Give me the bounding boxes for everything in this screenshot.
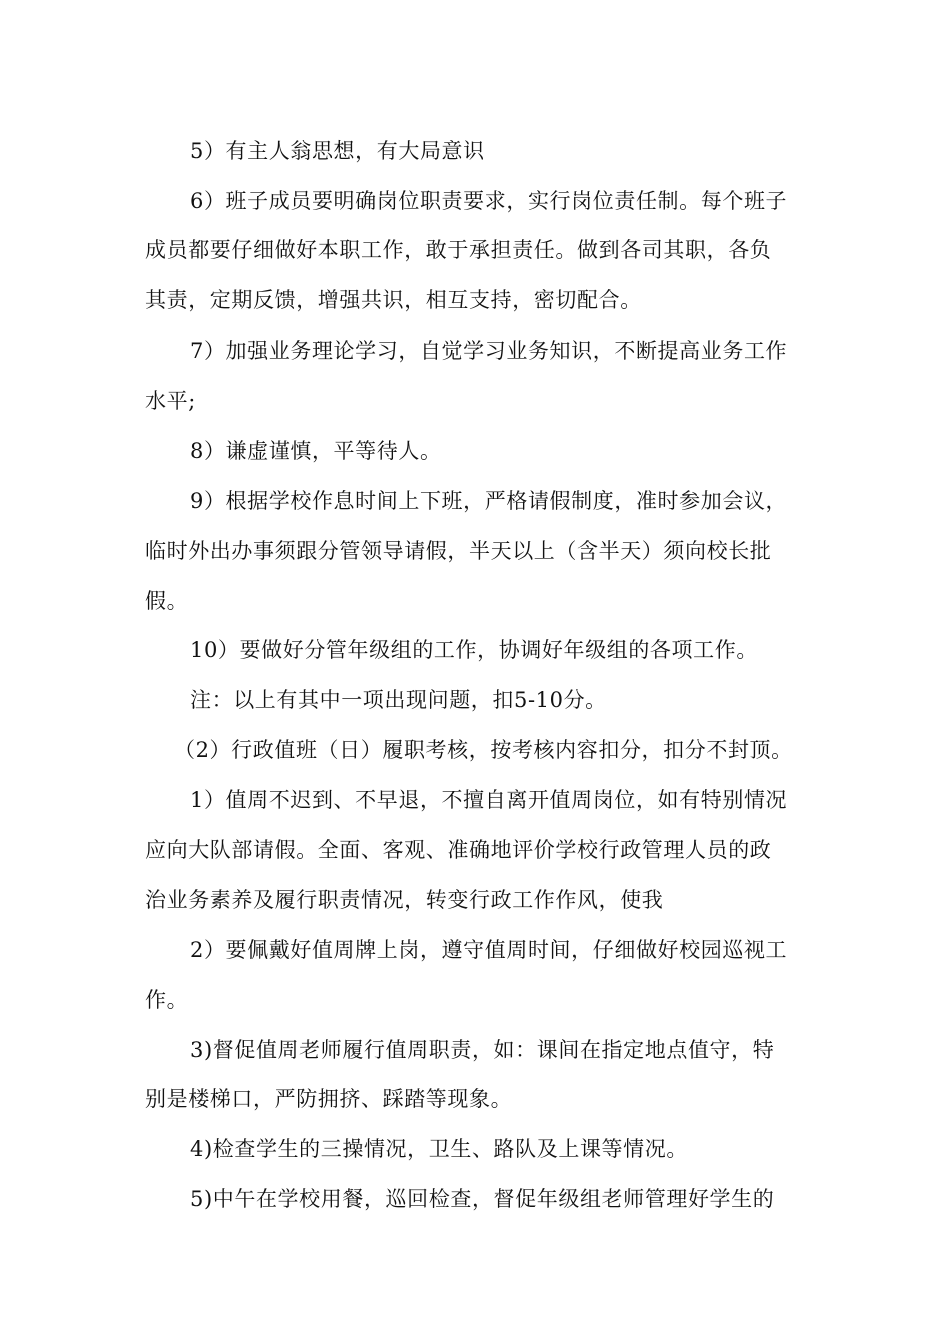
text-line: 5）有主人翁思想，有大局意识 <box>190 139 485 163</box>
text-line: （2）行政值班（日）履职考核，按考核内容扣分，扣分不封顶。 <box>174 738 793 762</box>
text-line: 5)中午在学校用餐，巡回检查，督促年级组老师管理好学生的 <box>190 1187 775 1211</box>
text-line: 作。 <box>145 988 189 1012</box>
text-line: 4)检查学生的三操情况，卫生、路队及上课等情况。 <box>190 1137 688 1161</box>
text-line: 1）值周不迟到、不早退，不擅自离开值周岗位，如有特别情况 <box>190 788 788 812</box>
text-line: 临时外出办事须跟分管领导请假，半天以上（含半天）须向校长批 <box>145 539 772 563</box>
text-line: 水平; <box>145 389 196 413</box>
text-line: 成员都要仔细做好本职工作，敢于承担责任。做到各司其职，各负 <box>145 238 772 262</box>
text-line: 6）班子成员要明确岗位职责要求，实行岗位责任制。每个班子 <box>190 189 788 213</box>
text-line: 3)督促值周老师履行值周职责，如：课间在指定地点值守，特 <box>190 1038 775 1062</box>
text-line: 假。 <box>145 589 189 613</box>
text-line: 10）要做好分管年级组的工作，协调好年级组的各项工作。 <box>190 638 758 662</box>
text-line: 2）要佩戴好值周牌上岗，遵守值周时间，仔细做好校园巡视工 <box>190 938 788 962</box>
text-line: 9）根据学校作息时间上下班，严格请假制度，准时参加会议， <box>190 489 788 513</box>
text-line: 注：以上有其中一项出现问题，扣5-10分。 <box>190 688 607 712</box>
text-line: 治业务素养及履行职责情况，转变行政工作作风，使我 <box>145 888 664 912</box>
text-line: 别是楼梯口，严防拥挤、踩踏等现象。 <box>145 1087 513 1111</box>
text-line: 7）加强业务理论学习，自觉学习业务知识，不断提高业务工作 <box>190 339 788 363</box>
text-line: 应向大队部请假。全面、客观、准确地评价学校行政管理人员的政 <box>145 838 772 862</box>
text-line: 其责，定期反馈，增强共识，相互支持，密切配合。 <box>145 288 642 312</box>
text-line: 8）谦虚谨慎，平等待人。 <box>190 439 442 463</box>
